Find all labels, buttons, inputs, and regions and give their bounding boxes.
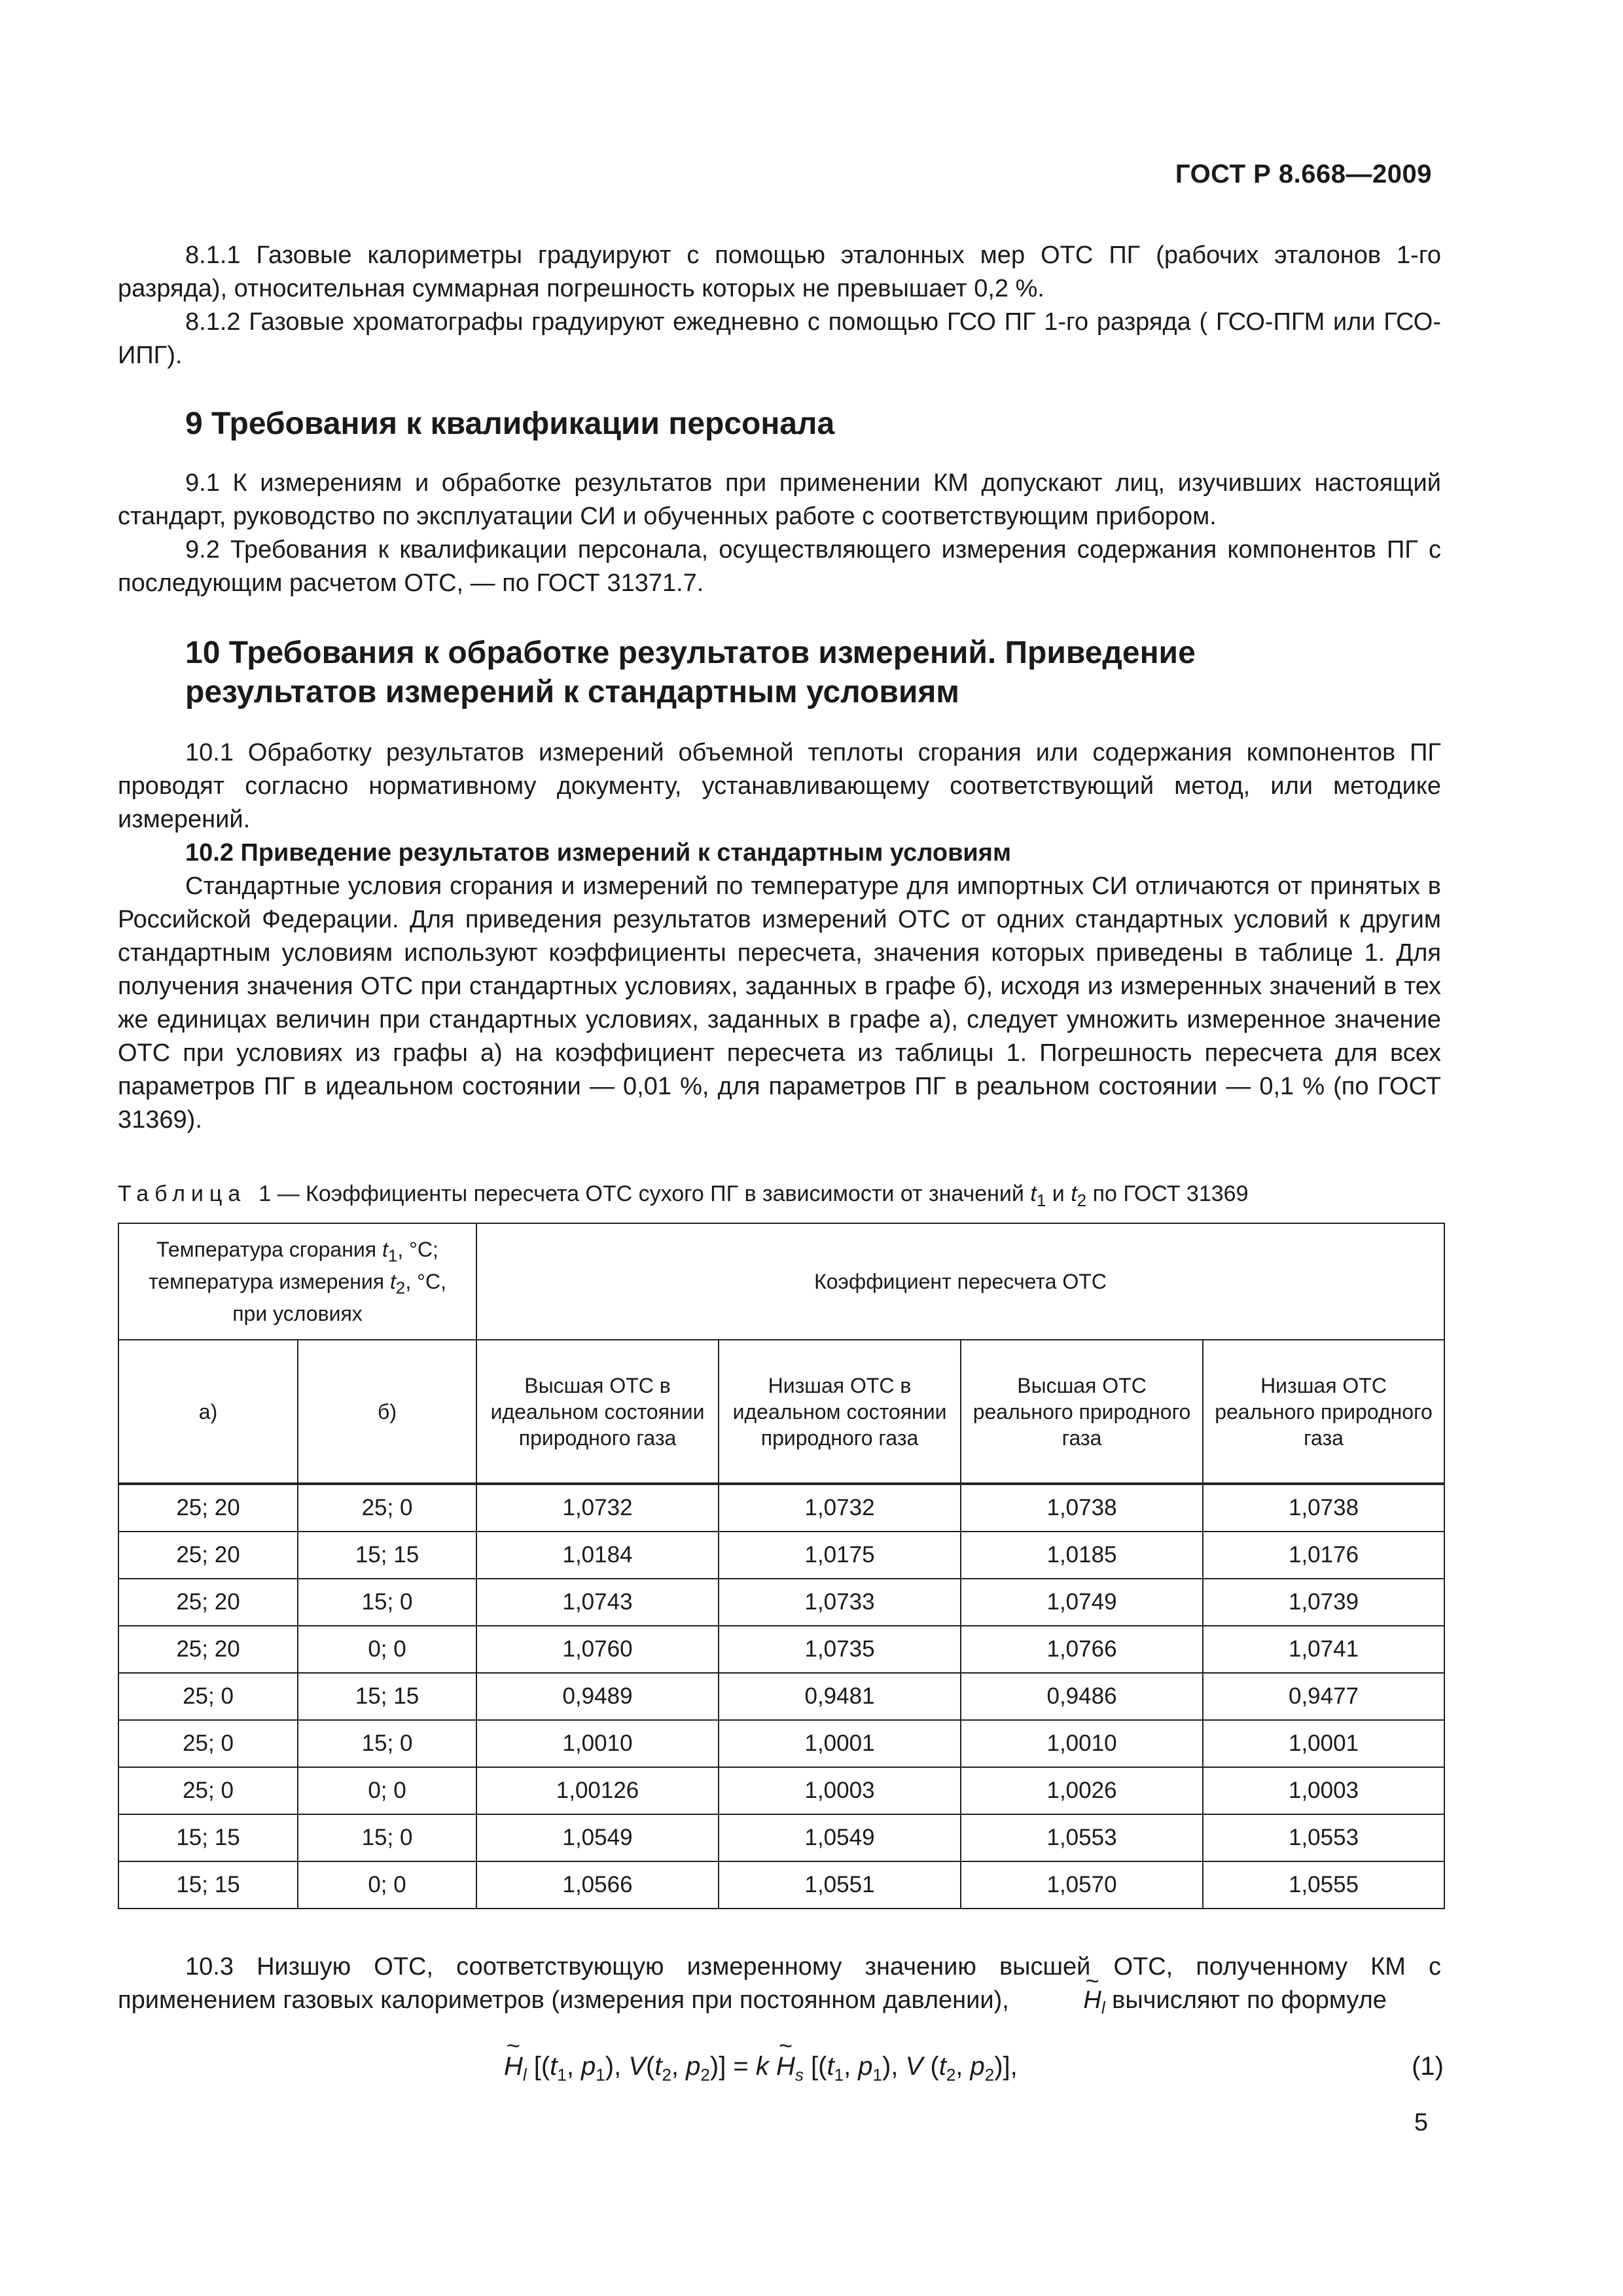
table-cell: 1,0732	[719, 1484, 961, 1532]
section-9-text	[118, 467, 1441, 600]
table-caption-label: Таблица	[118, 1181, 247, 1206]
heading-10-2: 10.2 Приведение результатов измерений к стандартным условиям	[185, 839, 1012, 867]
table-cell: 1,0553	[961, 1814, 1203, 1861]
coefficient-table	[118, 1223, 1445, 1909]
page-number: 5	[1414, 2109, 1428, 2136]
table-cell: 25; 0	[118, 1720, 298, 1767]
table-cell: 25; 20	[118, 1626, 298, 1673]
table-cell: 25; 20	[118, 1484, 298, 1532]
table-cell: 1,0760	[476, 1626, 719, 1673]
table-cell: 0; 0	[298, 1861, 476, 1909]
section-10-text	[118, 736, 1441, 1137]
table-cell: 15; 0	[298, 1720, 476, 1767]
paragraph-10-3: 10.3 Низшую ОТС, соответствующую измеренному значению высшей ОТС, полученному КМ с применением газовых калориметров (измерения при постоянном давлении), ~ $H_l$ вычисляют по формуле	[118, 1950, 1441, 2025]
table-body	[118, 1484, 1444, 1909]
table-cell: 1,0551	[719, 1861, 961, 1909]
table-caption-text: 1 — Коэффициенты пересчета ОТС сухого ПГ в зависимости от значений	[259, 1181, 1024, 1206]
heading-section-9: 9 Требования к квалификации персонала	[185, 406, 835, 441]
table-cell: 1,00126	[476, 1767, 719, 1814]
header-col-lower-ideal: Низшая ОТС в идеальном состоянии природного газа	[719, 1340, 961, 1484]
table-cell: 15; 15	[298, 1673, 476, 1720]
table-row	[118, 1814, 1444, 1861]
paragraph-8-1-1: 8.1.1 Газовые калориметры градуируют с помощью эталонных мер ОТС ПГ (рабочих эталонов 1-го разряда), относительная суммарная погрешность которых не превышает 0,2 %.	[118, 242, 1441, 302]
table-cell: 1,0010	[476, 1720, 719, 1767]
header-col-higher-ideal: Высшая ОТС в идеальном состоянии природного газа	[476, 1340, 719, 1484]
table-cell: 15; 0	[298, 1579, 476, 1626]
table-cell: 0,9481	[719, 1673, 961, 1720]
header-coefficient: Коэффициент пересчета ОТС	[476, 1223, 1444, 1340]
caption-and: и	[1052, 1181, 1065, 1206]
table-cell: 1,0566	[476, 1861, 719, 1909]
table-cell: 1,0743	[476, 1579, 719, 1626]
table-row	[118, 1532, 1444, 1579]
table-cell: 25; 20	[118, 1579, 298, 1626]
table-cell: 15; 15	[118, 1861, 298, 1909]
table-cell: 1,0739	[1203, 1579, 1444, 1626]
table-cell: 1,0184	[476, 1532, 719, 1579]
caption-ref: по ГОСТ 31369	[1092, 1181, 1249, 1206]
table-row	[118, 1767, 1444, 1814]
table-cell: 0; 0	[298, 1767, 476, 1814]
table-cell: 15; 15	[118, 1814, 298, 1861]
section-10	[118, 634, 1441, 712]
table-cell: 1,0549	[719, 1814, 961, 1861]
table-row	[118, 1861, 1444, 1909]
table-row	[118, 1579, 1444, 1626]
paragraph-9-2: 9.2 Требования к квалификации персонала, осуществляющего измерения содержания компонентов ПГ с последующим расчетом ОТС, — по ГОСТ 31371.7.	[118, 536, 1441, 597]
table-cell: 1,0766	[961, 1626, 1203, 1673]
section-9	[118, 404, 1441, 444]
table-cell: 1,0741	[1203, 1626, 1444, 1673]
table-cell: 0; 0	[298, 1626, 476, 1673]
table-cell: 1,0738	[1203, 1484, 1444, 1532]
header-col-b: б)	[298, 1340, 476, 1484]
paragraph-10-2: Стандартные условия сгорания и измерений по температуре для импортных СИ отличаются от принятых в Российской Федерации. Для приведения результатов измерений ОТС от одних стандартных условий к другим стандартным условиям используют коэффициенты пересчета, значения которых приведены в таблице 1. Для получения значения ОТС при стандартных условиях, заданных в графе б), исходя из измеренных значений в тех же единицах величин при стандартных условиях, заданных в графе а), следует умножить измеренное значение ОТС при условиях из графы а) на коэффициент пересчета из таблицы 1. Погрешность пересчета для всех параметров ПГ в идеальном состоянии — 0,01 %, для параметров ПГ в реальном состоянии — 0,1 % (по ГОСТ 31369).	[118, 872, 1441, 1134]
table-row	[118, 1673, 1444, 1720]
caption-t2: t	[1071, 1181, 1077, 1206]
table-cell: 1,0549	[476, 1814, 719, 1861]
table-cell: 1,0570	[961, 1861, 1203, 1909]
table-cell: 1,0175	[719, 1532, 961, 1579]
header-col-lower-real: Низшая ОТС реального природного газа	[1203, 1340, 1444, 1484]
table-cell: 1,0738	[961, 1484, 1203, 1532]
paragraph-8-1-2: 8.1.2 Газовые хроматографы градуируют ежедневно с помощью ГСО ПГ 1-го разряда ( ГСО-ПГМ или ГСО-ИПГ).	[118, 308, 1441, 369]
equation-number: (1)	[1412, 2052, 1444, 2081]
table-cell: 0,9489	[476, 1673, 719, 1720]
table-cell: 1,0001	[719, 1720, 961, 1767]
heading-section-10-line2: результатов измерений к стандартным условиям	[185, 675, 959, 709]
table-row	[118, 1626, 1444, 1673]
table-cell: 1,0003	[719, 1767, 961, 1814]
formula-1: ~ $H_l$ [($t_1$, $p_1$), $V(t_2$, $p_2)] = k$ ~ $H_s$ [($t_1$, $p_1$), V ($t_2$, $p_2$)],	[504, 2052, 1018, 2085]
table-cell: 1,0026	[961, 1767, 1203, 1814]
table-cell: 15; 15	[298, 1532, 476, 1579]
table-cell: 1,0732	[476, 1484, 719, 1532]
table-cell: 25; 0	[298, 1484, 476, 1532]
paragraph-9-1: 9.1 К измерениям и обработке результатов при применении КМ допускают лиц, изучивших настоящий стандарт, руководство по эксплуатации СИ и обученных работе с соответствующим прибором.	[118, 469, 1441, 530]
document-code: ГОСТ Р 8.668—2009	[1175, 160, 1432, 188]
table-cell: 1,0733	[719, 1579, 961, 1626]
header-temperature: Температура сгорания $t_1$, °C; температура измерения $t_2$, °C, при условиях	[118, 1223, 476, 1340]
table-cell: 1,0001	[1203, 1720, 1444, 1767]
table-cell: 25; 20	[118, 1532, 298, 1579]
table-cell: 25; 0	[118, 1767, 298, 1814]
caption-t1: t	[1030, 1181, 1037, 1206]
table-cell: 1,0010	[961, 1720, 1203, 1767]
table-cell: 1,0176	[1203, 1532, 1444, 1579]
header-col-higher-real: Высшая ОТС реального природного газа	[961, 1340, 1203, 1484]
table-cell: 1,0185	[961, 1532, 1203, 1579]
table-cell: 0,9486	[961, 1673, 1203, 1720]
table-cell: 25; 0	[118, 1673, 298, 1720]
section-10-3	[118, 1950, 1441, 2025]
table-cell: 0,9477	[1203, 1673, 1444, 1720]
table-cell: 1,0749	[961, 1579, 1203, 1626]
section-8-text	[118, 239, 1441, 372]
table-cell: 1,0735	[719, 1626, 961, 1673]
paragraph-10-1: 10.1 Обработку результатов измерений объемной теплоты сгорания или содержания компонентов ПГ проводят согласно нормативному документу, устанавливающему соответствующий метод, или методике измерений.	[118, 739, 1441, 833]
table-cell: 1,0553	[1203, 1814, 1444, 1861]
table-row	[118, 1720, 1444, 1767]
table-caption: Таблица 1 — Коэффициенты пересчета ОТС сухого ПГ в зависимости от значений $t_1$ и $t_2$ по ГОСТ 31369	[118, 1181, 1249, 1210]
table-cell: 1,0555	[1203, 1861, 1444, 1909]
header-col-a: а)	[118, 1340, 298, 1484]
table-cell: 1,0003	[1203, 1767, 1444, 1814]
heading-section-10-line1: 10 Требования к обработке результатов измерений. Приведение	[185, 636, 1196, 670]
table-row	[118, 1484, 1444, 1532]
table-cell: 15; 0	[298, 1814, 476, 1861]
